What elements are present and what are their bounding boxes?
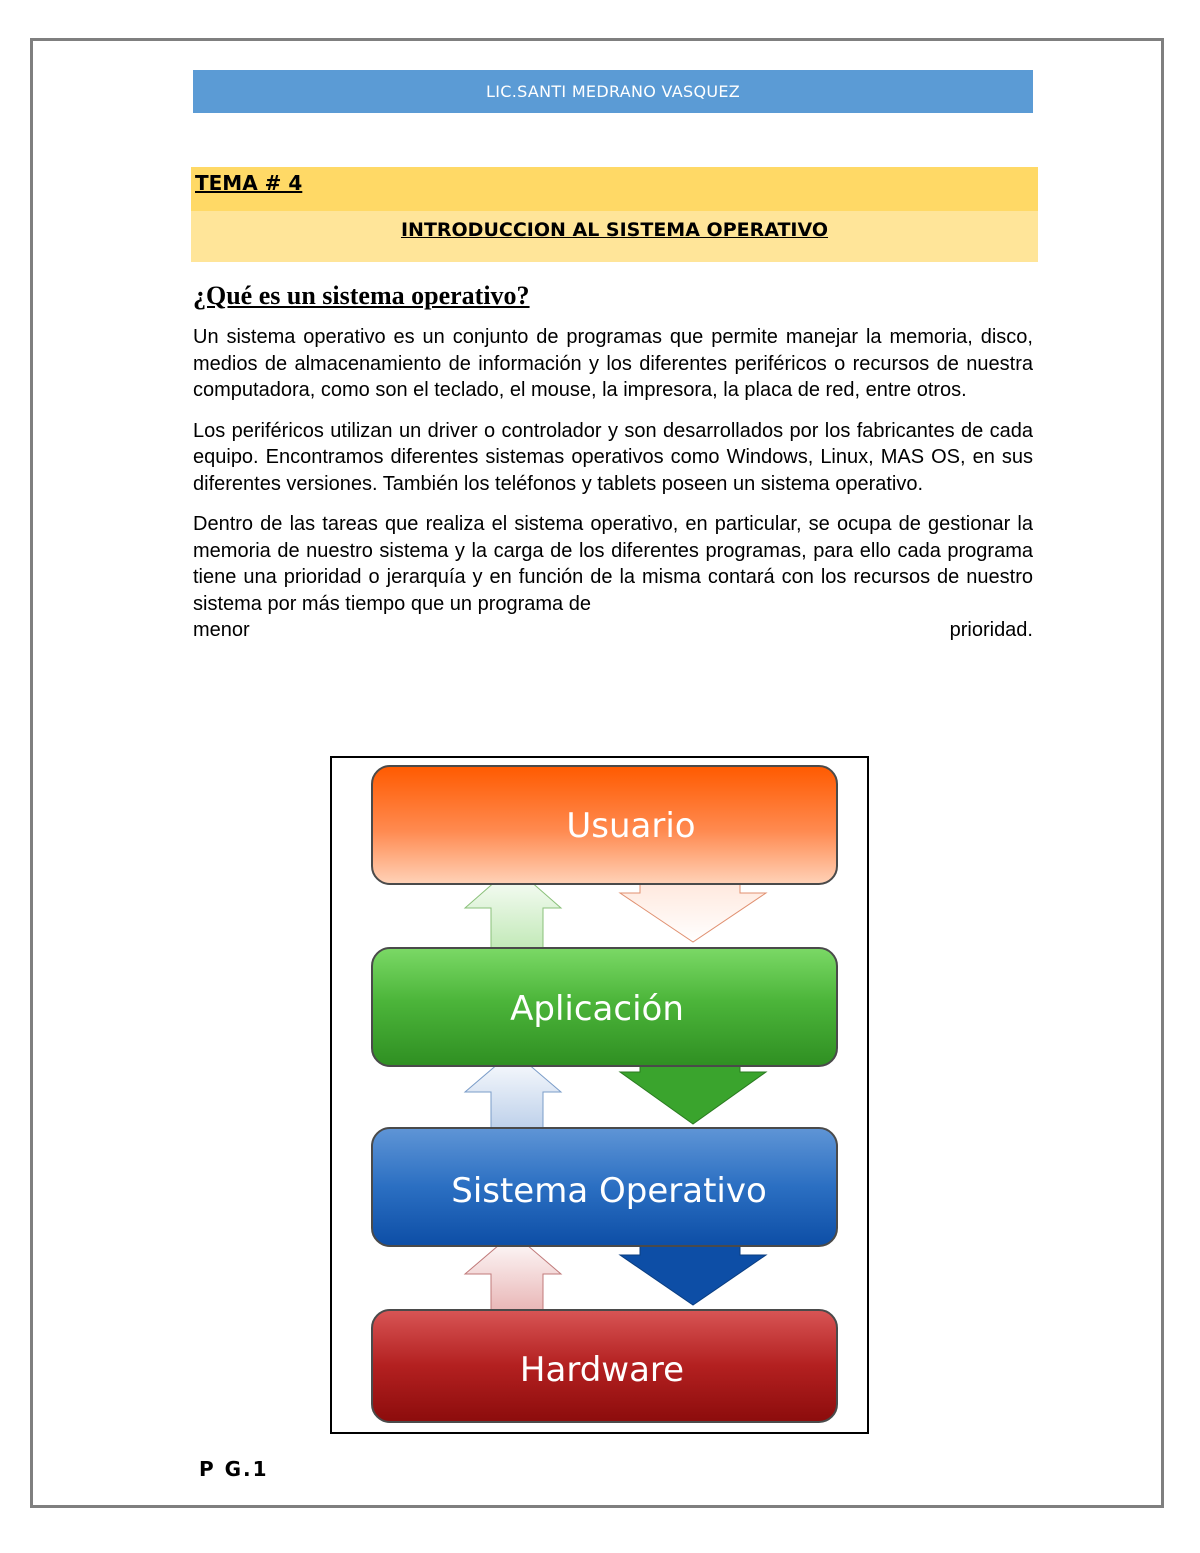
body-text [193, 324, 1033, 644]
paragraph-1: Un sistema operativo es un conjunto de programas que permite manejar la memoria, disco, medios de almacenamiento de información y los diferentes periféricos o recursos de nuestra computadora, como son el teclado, el mouse, la impresora, la placa de red, entre otros. [193, 326, 1033, 401]
os-layers-svg [332, 758, 867, 1432]
author-name: LIC.SANTI MEDRANO VASQUEZ [485, 82, 741, 101]
topic-number: TEMA # 4 [195, 171, 303, 195]
page-number: P G.1 [199, 1457, 269, 1481]
paragraph-3-text: Dentro de las tareas que realiza el sistema operativo, en particular, se ocupa de gestionar la memoria de nuestro sistema y la carga de los diferentes programas, para ello cada programa tiene una prioridad o jerarquía y en función de la misma contará con los recursos de nuestro sistema por más tiempo que un programa de [193, 513, 1033, 615]
paragraph-2: Los periféricos utilizan un driver o controlador y son desarrollados por los fabricantes de cada equipo. Encontramos diferentes sistemas operativos como Windows, Linux, MAS OS, en sus diferentes versiones. También los teléfonos y tablets poseen un sistema operativo. [193, 419, 1033, 495]
section-question: ¿Qué es un sistema operativo? [193, 281, 530, 310]
last-line-right: prioridad. [949, 619, 1033, 641]
layer-label-usuario: Usuario [566, 806, 696, 846]
layer-label-sistema-operativo: Sistema Operativo [451, 1171, 767, 1211]
header-bar [193, 70, 1033, 113]
os-layers-diagram [330, 756, 869, 1434]
topic-title-bar [191, 211, 1038, 262]
last-line-left: menor [193, 619, 250, 641]
paragraph-3-last-line [193, 617, 1033, 644]
layer-label-aplicacion: Aplicación [510, 989, 684, 1029]
layer-label-hardware: Hardware [519, 1350, 685, 1390]
topic-title: INTRODUCCION AL SISTEMA OPERATIVO [400, 218, 829, 241]
paragraph-3 [193, 511, 1033, 617]
topic-number-bar [191, 167, 1038, 211]
